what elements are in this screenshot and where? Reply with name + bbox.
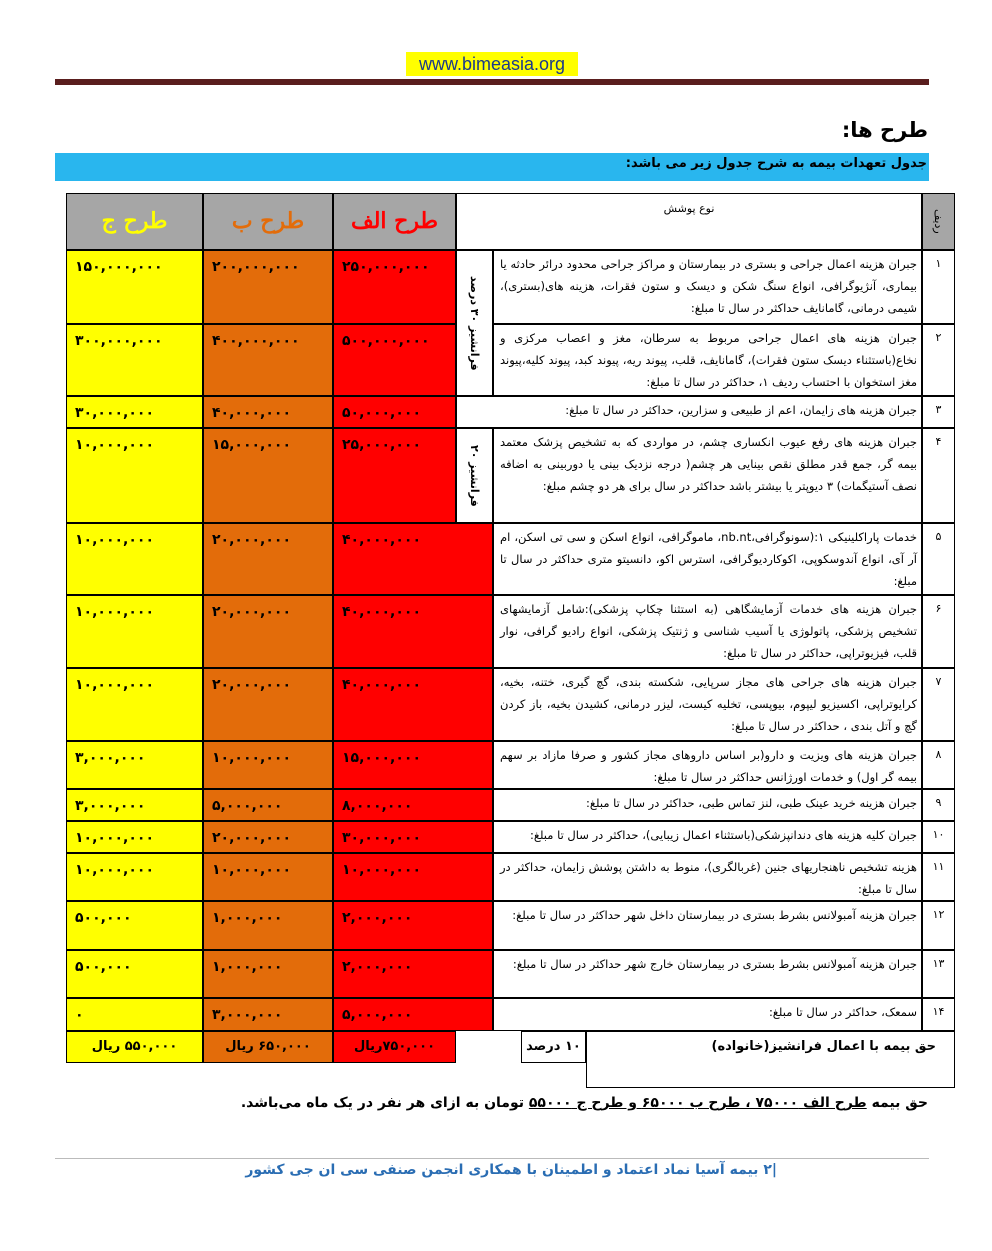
row-number-header: ردیف xyxy=(922,193,955,250)
plan-a-amount: ۵۰,۰۰۰,۰۰۰ xyxy=(333,396,456,428)
plan-c-amount: ۱۰,۰۰۰,۰۰۰ xyxy=(66,428,203,523)
plan-b-amount: ۳,۰۰۰,۰۰۰ xyxy=(203,998,333,1031)
plan-b-amount: ۲۰,۰۰۰,۰۰۰ xyxy=(203,595,333,668)
note-plans: طرح الف ۷۵۰۰۰ ، طرح ب ۶۵۰۰۰ و طرح ج ۵۵۰۰۰ xyxy=(528,1095,867,1111)
row-number: ۱۴ xyxy=(922,998,955,1031)
row-number: ۱۳ xyxy=(922,950,955,998)
row-number: ۹ xyxy=(922,789,955,821)
plan-c-amount: ۳۰۰,۰۰۰,۰۰۰ xyxy=(66,324,203,396)
plan-a-amount: ۵,۰۰۰,۰۰۰ xyxy=(333,998,493,1031)
site-url[interactable]: www.bimeasia.org xyxy=(406,52,578,76)
plan-c-amount: ۱۰,۰۰۰,۰۰۰ xyxy=(66,668,203,741)
row-number: ۵ xyxy=(922,523,955,595)
plan-b-amount: ۱۵,۰۰۰,۰۰۰ xyxy=(203,428,333,523)
plan-a-amount: ۲۵,۰۰۰,۰۰۰ xyxy=(333,428,456,523)
plan-b-amount: ۱,۰۰۰,۰۰۰ xyxy=(203,901,333,950)
franchise-percent: ۱۰ درصد xyxy=(521,1031,586,1063)
coverage-description: جبران هزینه های جراحی های مجاز سرپایی، شکسته بندی، گچ گیری، ختنه، بخیه، کرایوتراپی، اکسیزیو لیپوم، بیوپسی، تخلیه کیست، لیزر درمانی، کشیدن بخیه، باز کردن گچ و آتل بندی ، حداکثر در سال تا مبلغ: xyxy=(493,668,922,741)
plan-a-amount: ۲,۰۰۰,۰۰۰ xyxy=(333,901,493,950)
coverage-description: جبران کلیه هزینه های دندانپزشکی(باستثناء اعمال زیبایی)، حداکثر در سال تا مبلغ: xyxy=(493,821,922,853)
plan-c-amount: ۳۰,۰۰۰,۰۰۰ xyxy=(66,396,203,428)
coverage-table xyxy=(66,193,955,1088)
plan-a-amount: ۴۰,۰۰۰,۰۰۰ xyxy=(333,595,493,668)
plan-b-amount: ۲۰,۰۰۰,۰۰۰ xyxy=(203,821,333,853)
top-divider xyxy=(55,79,929,85)
note-post: تومان به ازای هر نفر در یک ماه می‌باشد. xyxy=(240,1095,529,1111)
footer-text: |۲ بیمه آسیا نماد اعتماد و اطمینان با همکاری انجمن صنفی سی ان جی کشور xyxy=(245,1162,777,1178)
coverage-description: جبران هزینه های اعمال جراحی مربوط به سرطان، مغز و اعصاب مرکزی و نخاع(باستثناء دیسک ستون فقرات)، گامانایف، قلب، پیوند ریه، پیوند کبد، پیوند کلیه،پیوند مغز استخوان با احتساب ردیف ۱، حداکثر در سال تا مبلغ: xyxy=(493,324,922,396)
plan-a-amount: ۱۵,۰۰۰,۰۰۰ xyxy=(333,741,493,789)
row-number: ۴ xyxy=(922,428,955,523)
plan-c-amount: ۵۰۰,۰۰۰ xyxy=(66,901,203,950)
plan-a-amount: ۳۰,۰۰۰,۰۰۰ xyxy=(333,821,493,853)
franchise-20-label: فرانشیز ۲۰ xyxy=(456,428,493,523)
coverage-description: هزینه تشخیص ناهنجاریهای جنین (غربالگری)، منوط به داشتن پوشش زایمان، حداکثر در سال تا مبلغ: xyxy=(493,853,922,901)
plan-c-amount: ۱۵۰,۰۰۰,۰۰۰ xyxy=(66,250,203,324)
table-caption-bar xyxy=(55,153,929,181)
plan-b-amount: ۱۰,۰۰۰,۰۰۰ xyxy=(203,741,333,789)
plan-c-amount: ۳,۰۰۰,۰۰۰ xyxy=(66,789,203,821)
plan-c-amount: ۵۰۰,۰۰۰ xyxy=(66,950,203,998)
coverage-description: سمعک، حداکثر در سال تا مبلغ: xyxy=(493,998,922,1031)
row-number: ۲ xyxy=(922,324,955,396)
note-pre: حق بیمه xyxy=(871,1095,928,1111)
plan-c-amount: ۱۰,۰۰۰,۰۰۰ xyxy=(66,523,203,595)
plan-b-amount: ۴۰۰,۰۰۰,۰۰۰ xyxy=(203,324,333,396)
page-heading: طرح ها: xyxy=(841,118,928,142)
plan-c-amount: ۱۰,۰۰۰,۰۰۰ xyxy=(66,853,203,901)
coverage-description: جبران هزینه های خدمات آزمایشگاهی (به استثنا چکاپ پزشکی):شامل آزمایشهای تشخیص پزشکی، پاتولوژی یا آسیب شناسی و ژنتیک پزشکی، انواع رادیو گرافی، نوار قلب، فیزیوتراپی، حداکثر در سال تا مبلغ: xyxy=(493,595,922,668)
plan-b-amount: ۴۰,۰۰۰,۰۰۰ xyxy=(203,396,333,428)
table-caption: جدول تعهدات بیمه به شرح جدول زیر می باشد: xyxy=(625,156,927,171)
row-number: ۷ xyxy=(922,668,955,741)
plan-a-header: طرح الف xyxy=(333,193,456,250)
coverage-description: جبران هزینه خرید عینک طبی، لنز تماس طبی، حداکثر در سال تا مبلغ: xyxy=(493,789,922,821)
coverage-description: جبران هزینه آمبولانس بشرط بستری در بیمارستان داخل شهر حداکثر در سال تا مبلغ: xyxy=(493,901,922,950)
coverage-description: جبران هزینه های رفع عیوب انکساری چشم، در مواردی که به تشخیص پزشک معتمد بیمه گر، جمع قدر مطلق نقص بینایی هر چشم( درجه نزدیک بینی یا دوربینی به اضافه نصف آستیگمات) ۳ دیوپتر یا بیشتر باشد حداکثر در سال برای هر دو چشم مبلغ: xyxy=(493,428,922,523)
total-premium-label: حق بیمه با اعمال فرانشیز(خانواده) xyxy=(586,1031,955,1088)
row-number: ۳ xyxy=(922,396,955,428)
plan-b-amount: ۵,۰۰۰,۰۰۰ xyxy=(203,789,333,821)
plan-a-amount: ۴۰,۰۰۰,۰۰۰ xyxy=(333,523,493,595)
plan-c-total: ۵۵۰,۰۰۰ ریال xyxy=(66,1031,203,1063)
coverage-description: جبران هزینه آمبولانس بشرط بستری در بیمارستان خارج شهر حداکثر در سال تا مبلغ: xyxy=(493,950,922,998)
plan-c-amount: ۱۰,۰۰۰,۰۰۰ xyxy=(66,821,203,853)
plan-b-header: طرح ب xyxy=(203,193,333,250)
coverage-type-header: نوع پوشش xyxy=(456,193,922,250)
plan-b-amount: ۱۰,۰۰۰,۰۰۰ xyxy=(203,853,333,901)
plan-c-amount: ۰ xyxy=(66,998,203,1031)
plan-b-amount: ۱,۰۰۰,۰۰۰ xyxy=(203,950,333,998)
plan-c-header: طرح ج xyxy=(66,193,203,250)
coverage-description: جبران هزینه اعمال جراحی و بستری در بیمارستان و مراکز جراحی محدود درائر حادثه یا بیماری، آنژیوگرافی، انواع سنگ شکن و دیسک و ستون فقرات، هزینه های(بستری)، شیمی درمانی، گامانایف حداکثر در سال تا مبلغ: xyxy=(493,250,922,324)
row-number: ۱۱ xyxy=(922,853,955,901)
plan-b-total: ۶۵۰,۰۰۰ ریال xyxy=(203,1031,333,1063)
plan-a-amount: ۲۵۰,۰۰۰,۰۰۰ xyxy=(333,250,456,324)
plan-b-amount: ۲۰,۰۰۰,۰۰۰ xyxy=(203,668,333,741)
row-number: ۱ xyxy=(922,250,955,324)
plan-c-amount: ۳,۰۰۰,۰۰۰ xyxy=(66,741,203,789)
franchise-30-label: فرانشیز ۳۰ درصد xyxy=(456,250,493,396)
plan-b-amount: ۲۰۰,۰۰۰,۰۰۰ xyxy=(203,250,333,324)
plan-a-total: ۷۵۰,۰۰۰ریال xyxy=(333,1031,456,1063)
row-number: ۶ xyxy=(922,595,955,668)
coverage-description: جبران هزینه های ویزیت و دارو(بر اساس داروهای مجاز کشور و صرفا مازاد بر سهم بیمه گر اول) و خدمات اورژانس حداکثر در سال تا مبلغ: xyxy=(493,741,922,789)
footer-divider xyxy=(55,1158,929,1159)
plan-a-amount: ۵۰۰,۰۰۰,۰۰۰ xyxy=(333,324,456,396)
plan-a-amount: ۱۰,۰۰۰,۰۰۰ xyxy=(333,853,493,901)
plan-c-amount: ۱۰,۰۰۰,۰۰۰ xyxy=(66,595,203,668)
plan-b-amount: ۲۰,۰۰۰,۰۰۰ xyxy=(203,523,333,595)
row-number: ۱۲ xyxy=(922,901,955,950)
coverage-description: خدمات پاراکلینیکی ۱:(سونوگرافی،nb.nt، ماموگرافی، انواع اسکن و سی تی اسکن، ام آر آی، انواع آندوسکوپی، اکوکاردیوگرافی، استرس اکو، دانسیتو متری حداکثر در سال تا مبلغ: xyxy=(493,523,922,595)
plan-a-amount: ۲,۰۰۰,۰۰۰ xyxy=(333,950,493,998)
premium-note xyxy=(241,1095,928,1111)
row-number: ۸ xyxy=(922,741,955,789)
plan-a-amount: ۸,۰۰۰,۰۰۰ xyxy=(333,789,493,821)
plan-a-amount: ۴۰,۰۰۰,۰۰۰ xyxy=(333,668,493,741)
row-number: ۱۰ xyxy=(922,821,955,853)
coverage-description: جبران هزینه های زایمان، اعم از طبیعی و سزارین، حداکثر در سال تا مبلغ: xyxy=(456,396,922,428)
